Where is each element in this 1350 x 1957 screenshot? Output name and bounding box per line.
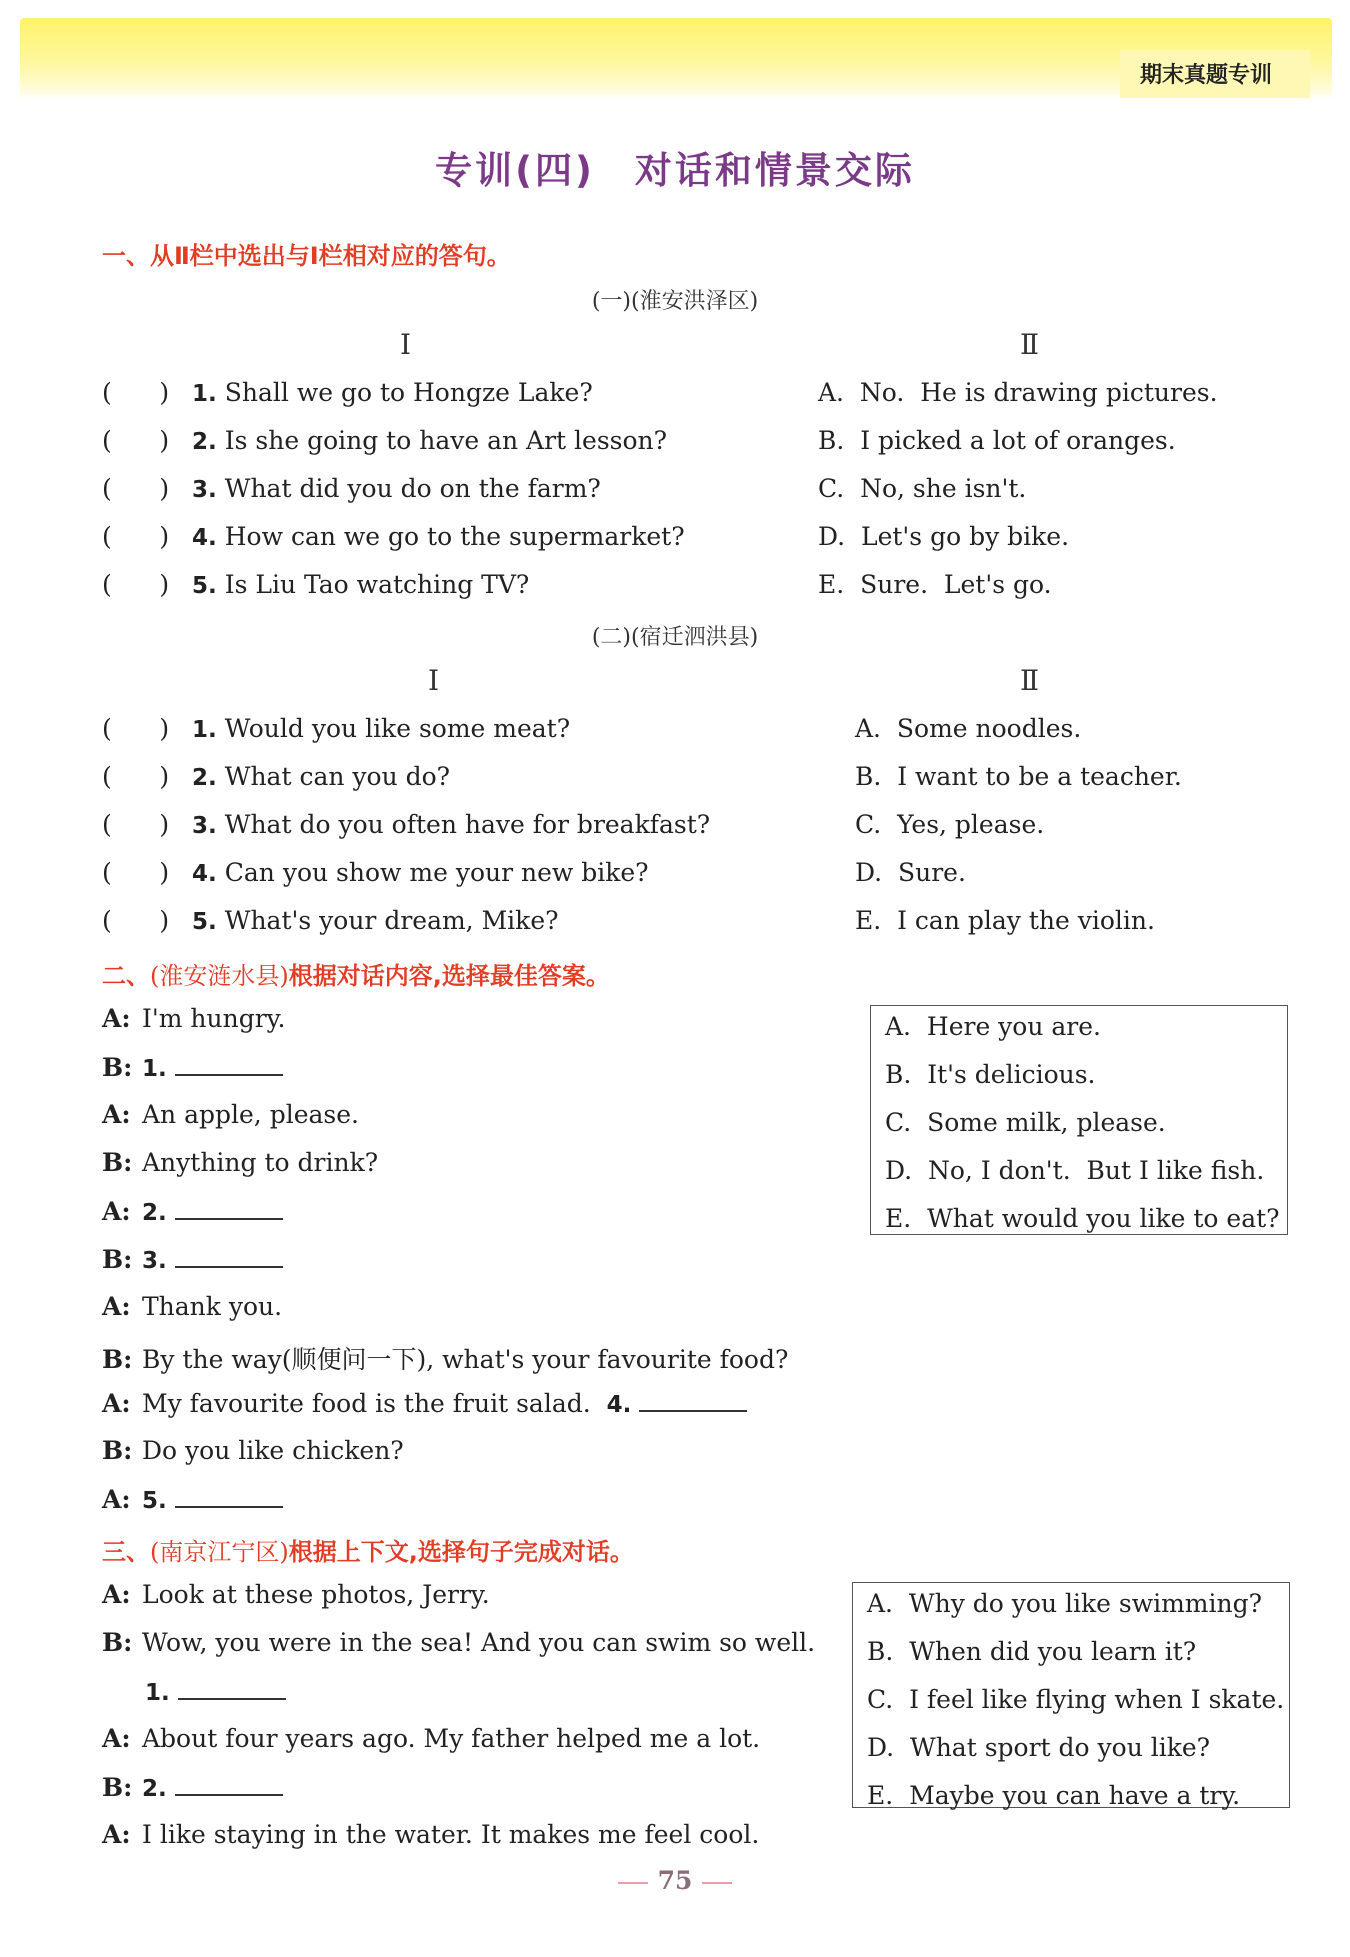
answer-item: A. Some noodles. [855, 714, 1082, 743]
answer-paren[interactable]: ( ) [102, 906, 170, 935]
dialogue-line [102, 1772, 283, 1802]
answer-item: B. I want to be a teacher. [855, 762, 1182, 791]
dialogue-text: My favourite food is the fruit salad. [142, 1389, 591, 1418]
dialogue-text: An apple, please. [142, 1100, 359, 1129]
question-text: Is she going to have an Art lesson? [224, 426, 668, 455]
answer-item: D. Sure. [855, 858, 966, 887]
option-item: D. What sport do you like? [867, 1733, 1211, 1762]
dialogue-line [102, 1484, 283, 1514]
option-item: D. No, I don't. But I like fish. [885, 1156, 1265, 1185]
speaker-label: A: [102, 1100, 131, 1129]
option-item: B. When did you learn it? [867, 1637, 1197, 1666]
dialogue-line [102, 1196, 283, 1226]
question-text: What did you do on the farm? [224, 474, 601, 503]
speaker-label: A: [102, 1580, 131, 1609]
question-item [102, 714, 570, 743]
dialogue-line [102, 1340, 788, 1376]
dialogue-line [102, 1628, 815, 1657]
dialogue-line [102, 1388, 747, 1418]
answer-item: B. I picked a lot of oranges. [818, 426, 1176, 455]
option-item: C. Some milk, please. [885, 1108, 1166, 1137]
page-number [0, 1866, 1350, 1895]
question-text: Can you show me your new bike? [224, 858, 649, 887]
group2-col1: Ⅰ [428, 664, 440, 697]
section3-prefix: 三、 [102, 1538, 150, 1566]
dialogue-text: About four years ago. My father helped me a lot. [142, 1724, 761, 1753]
option-item: E. What would you like to eat? [885, 1204, 1280, 1233]
speaker-label: B: [102, 1245, 133, 1274]
option-item: A. Here you are. [885, 1012, 1102, 1041]
dialogue-line [102, 1820, 759, 1849]
question-item [102, 858, 649, 887]
section2-heading [102, 956, 610, 991]
dialogue-text: I like staying in the water. It makes me feel cool. [142, 1820, 760, 1849]
speaker-label: A: [102, 1389, 131, 1418]
section3-source: (南京江宁区) [150, 1538, 289, 1566]
blank-number: 4. [606, 1392, 632, 1418]
question-number: 3. [192, 477, 217, 503]
question-number: 1. [192, 717, 217, 743]
question-number: 2. [192, 765, 217, 791]
dialogue-line [102, 1580, 490, 1609]
question-item [102, 810, 710, 839]
dialogue-line [102, 1100, 359, 1129]
dialogue-line [102, 1436, 404, 1465]
question-item [102, 522, 685, 551]
answer-item: E. I can play the violin. [855, 906, 1155, 935]
speaker-label: B: [102, 1436, 133, 1465]
answer-item: A. No. He is drawing pictures. [818, 378, 1218, 407]
dialogue-line [145, 1676, 286, 1706]
question-text: What's your dream, Mike? [224, 906, 559, 935]
option-item: C. I feel like flying when I skate. [867, 1685, 1285, 1714]
question-item [102, 474, 601, 503]
section2-heading-text: 根据对话内容,选择最佳答案。 [288, 962, 610, 990]
section2-options-box [870, 1005, 1288, 1235]
question-text: What do you often have for breakfast? [224, 810, 711, 839]
section3-heading-text: 根据上下文,选择句子完成对话。 [288, 1538, 634, 1566]
speaker-label: A: [102, 1724, 131, 1753]
dialogue-text: Thank you. [142, 1292, 283, 1321]
blank-number: 1. [145, 1680, 170, 1706]
dialogue-text: Look at these photos, Jerry. [142, 1580, 490, 1609]
question-number: 5. [192, 909, 217, 935]
answer-paren[interactable]: ( ) [102, 522, 170, 551]
question-number: 3. [192, 813, 217, 839]
group1-col2: Ⅱ [1020, 328, 1040, 361]
section3-options-box [852, 1582, 1290, 1808]
dialogue-line [102, 1052, 283, 1082]
section3-heading [102, 1532, 634, 1567]
question-text: What can you do? [224, 762, 451, 791]
answer-blank[interactable] [178, 1676, 286, 1700]
question-text: Would you like some meat? [224, 714, 571, 743]
option-item: B. It's delicious. [885, 1060, 1096, 1089]
dialogue-line [102, 1244, 283, 1274]
answer-item: D. Let's go by bike. [818, 522, 1070, 551]
speaker-label: A: [102, 1820, 131, 1849]
answer-paren[interactable]: ( ) [102, 570, 170, 599]
dialogue-line [102, 1148, 378, 1177]
answer-paren[interactable]: ( ) [102, 426, 170, 455]
speaker-label: A: [102, 1485, 131, 1514]
section1-heading: 一、从Ⅱ栏中选出与Ⅰ栏相对应的答句。 [102, 242, 511, 270]
question-text: Shall we go to Hongze Lake? [224, 378, 593, 407]
section2-prefix: 二、 [102, 962, 150, 990]
question-item [102, 570, 529, 599]
answer-blank[interactable] [175, 1484, 283, 1508]
answer-blank[interactable] [175, 1772, 283, 1796]
answer-paren[interactable]: ( ) [102, 810, 170, 839]
blank-number: 2. [142, 1200, 167, 1226]
speaker-label: B: [102, 1148, 133, 1177]
page-title: 专训(四) 对话和情景交际 [435, 149, 915, 192]
speaker-label: A: [102, 1197, 131, 1226]
question-item [102, 906, 559, 935]
dialogue-line [102, 1292, 282, 1321]
speaker-label: A: [102, 1292, 131, 1321]
option-item: E. Maybe you can have a try. [867, 1781, 1241, 1810]
group2-col2: Ⅱ [1020, 664, 1040, 697]
answer-item: C. Yes, please. [855, 810, 1045, 839]
section2-source: (淮安涟水县) [150, 962, 289, 990]
question-text: How can we go to the supermarket? [224, 522, 685, 551]
answer-blank[interactable] [175, 1196, 283, 1220]
page-number-text: 75 [657, 1866, 693, 1895]
question-number: 4. [192, 861, 217, 887]
speaker-label: B: [102, 1053, 133, 1082]
speaker-label: B: [102, 1773, 133, 1802]
question-item [102, 426, 667, 455]
dialogue-line [102, 1724, 760, 1753]
question-number: 5. [192, 573, 217, 599]
blank-number: 3. [142, 1248, 167, 1274]
blank-number: 2. [142, 1776, 167, 1802]
dialogue-text: I'm hungry. [142, 1004, 286, 1033]
dialogue-line [102, 1004, 285, 1033]
dialogue-text: By the way(顺便问一下), what's your favourite food? [142, 1345, 789, 1374]
answer-paren[interactable]: ( ) [102, 714, 170, 743]
speaker-label: B: [102, 1628, 133, 1657]
question-item [102, 378, 593, 407]
answer-item: E. Sure. Let's go. [818, 570, 1052, 599]
answer-paren[interactable]: ( ) [102, 378, 170, 407]
blank-number: 1. [142, 1056, 167, 1082]
answer-item: C. No, she isn't. [818, 474, 1027, 503]
answer-blank[interactable] [175, 1244, 283, 1268]
speaker-label: B: [102, 1345, 133, 1374]
speaker-label: A: [102, 1004, 131, 1033]
question-text: Is Liu Tao watching TV? [224, 570, 530, 599]
group2-label: (二)(宿迁泗洪县) [591, 625, 759, 650]
question-number: 2. [192, 429, 217, 455]
dialogue-text: Wow, you were in the sea! And you can swim so well. [142, 1628, 816, 1657]
answer-paren[interactable]: ( ) [102, 858, 170, 887]
blank-number: 5. [142, 1488, 167, 1514]
question-number: 4. [192, 525, 217, 551]
header-tag: 期末真题专训 [1140, 63, 1273, 88]
answer-paren[interactable]: ( ) [102, 474, 170, 503]
dialogue-text: Do you like chicken? [142, 1436, 404, 1465]
question-item [102, 762, 450, 791]
dialogue-text: Anything to drink? [142, 1148, 379, 1177]
option-item: A. Why do you like swimming? [867, 1589, 1263, 1618]
group1-col1: Ⅰ [400, 328, 412, 361]
answer-blank[interactable] [175, 1052, 283, 1076]
question-number: 1. [192, 381, 217, 407]
answer-blank[interactable] [639, 1388, 747, 1412]
answer-paren[interactable]: ( ) [102, 762, 170, 791]
group1-label: (一)(淮安洪泽区) [591, 289, 759, 314]
